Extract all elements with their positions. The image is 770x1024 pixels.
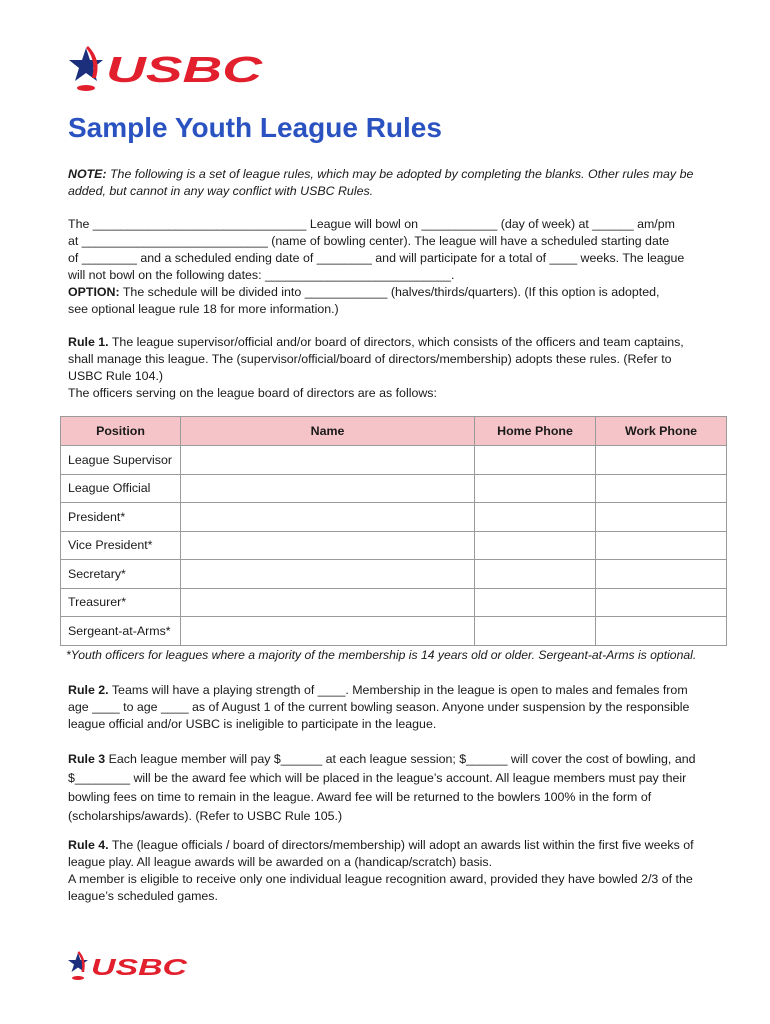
table-row <box>61 617 727 646</box>
officers-footnote: *Youth officers for leagues where a majority of the membership is 14 years old or older. Sergeant-at-Arms is optional. <box>66 648 697 662</box>
name-cell[interactable] <box>181 588 475 617</box>
position-cell: Vice President* <box>61 531 181 560</box>
note-paragraph <box>68 166 708 200</box>
work-phone-cell[interactable] <box>596 531 727 560</box>
rule-4-label: Rule 4. <box>68 838 109 852</box>
option-label: OPTION: <box>68 285 120 299</box>
officers-table <box>60 416 727 646</box>
intro-line-3: of ________ and a scheduled ending date of ________ and will participate for a total of ____ weeks. The league <box>68 251 685 265</box>
home-phone-cell[interactable] <box>475 560 596 589</box>
page-title: Sample Youth League Rules <box>68 112 442 143</box>
name-cell[interactable] <box>181 503 475 532</box>
intro-line-4: will not bowl on the following dates: ___________________________. <box>68 268 455 282</box>
rule-2-text: Teams will have a playing strength of ____. Membership in the league is open to males and females from age ____ to age ____ as of August 1 of the current bowling season. Anyone under suspension by the responsible league official and/or USBC is ineligible to participate in the league. <box>68 683 690 731</box>
column-header-home-phone: Home Phone <box>475 417 596 446</box>
work-phone-cell[interactable] <box>596 617 727 646</box>
rule-3-label: Rule 3 <box>68 752 106 766</box>
rule-1-label: Rule 1. <box>68 335 109 349</box>
table-row <box>61 560 727 589</box>
name-cell[interactable] <box>181 560 475 589</box>
note-label: NOTE: <box>68 167 107 181</box>
column-header-name: Name <box>181 417 475 446</box>
column-header-work-phone: Work Phone <box>596 417 727 446</box>
intro-line-2: at ___________________________ (name of bowling center). The league will have a scheduled starting date <box>68 234 670 248</box>
table-row <box>61 474 727 503</box>
officers-intro: The officers serving on the league board of directors are as follows: <box>68 386 437 400</box>
table-row <box>61 503 727 532</box>
position-cell: Treasurer* <box>61 588 181 617</box>
usbc-logo <box>66 44 266 94</box>
name-cell[interactable] <box>181 474 475 503</box>
rule-2-paragraph <box>68 682 708 733</box>
option-line-2: see optional league rule 18 for more information.) <box>68 302 339 316</box>
name-cell[interactable] <box>181 531 475 560</box>
usbc-footer-logo-text: USBC <box>91 954 188 980</box>
home-phone-cell[interactable] <box>475 474 596 503</box>
work-phone-cell[interactable] <box>596 474 727 503</box>
note-text: The following is a set of league rules, which may be adopted by completing the blanks. Other rules may be added, but cannot in any way conflict with USBC Rules. <box>68 167 694 198</box>
work-phone-cell[interactable] <box>596 588 727 617</box>
rule-2-label: Rule 2. <box>68 683 109 697</box>
position-cell: League Supervisor <box>61 446 181 475</box>
home-phone-cell[interactable] <box>475 446 596 475</box>
position-cell: President* <box>61 503 181 532</box>
name-cell[interactable] <box>181 617 475 646</box>
table-row <box>61 446 727 475</box>
work-phone-cell[interactable] <box>596 446 727 475</box>
work-phone-cell[interactable] <box>596 560 727 589</box>
home-phone-cell[interactable] <box>475 588 596 617</box>
officers-table-header <box>61 417 727 446</box>
intro-paragraph <box>68 216 708 318</box>
rule-1-text: The league supervisor/official and/or board of directors, which consists of the officers and team captains, shall manage this league. The (supervisor/official/board of directors/membership) adopts these rules. (Refer to USBC Rule 104.) <box>68 335 684 383</box>
intro-line-1: The _______________________________ League will bowl on ___________ (day of week) at ______ am/pm <box>68 217 675 231</box>
rule-4-text: The (league officials / board of directors/membership) will adopt an awards list within the first five weeks of league play. All league awards will be awarded on a (handicap/scratch) basis. <box>68 838 694 869</box>
table-row <box>61 531 727 560</box>
column-header-position: Position <box>61 417 181 446</box>
bowling-star-logo-icon <box>69 46 103 91</box>
rule-1-paragraph <box>68 334 708 402</box>
position-cell: Secretary* <box>61 560 181 589</box>
rule-3-paragraph <box>68 750 708 826</box>
position-cell: League Official <box>61 474 181 503</box>
home-phone-cell[interactable] <box>475 617 596 646</box>
bowling-star-footer-logo-icon <box>68 951 88 980</box>
usbc-logo-text: USBC <box>106 49 264 90</box>
usbc-footer-logo <box>66 950 190 982</box>
home-phone-cell[interactable] <box>475 531 596 560</box>
name-cell[interactable] <box>181 446 475 475</box>
table-row <box>61 588 727 617</box>
rule-4-text-2: A member is eligible to receive only one individual league recognition award, provided they have bowled 2/3 of the league’s scheduled games. <box>68 872 693 903</box>
home-phone-cell[interactable] <box>475 503 596 532</box>
option-text: The schedule will be divided into ____________ (halves/thirds/quarters). (If this option is adopted, <box>119 285 660 299</box>
work-phone-cell[interactable] <box>596 503 727 532</box>
rule-3-text: Each league member will pay $______ at each league session; $______ will cover the cost of bowling, and $________ will be the award fee which will be placed in the league’s account. All league members must pay their bowling fees on time to remain in the league. Award fee will be returned to the bowlers 100% in the form of (scholarships/awards). (Refer to USBC Rule 105.) <box>68 752 696 823</box>
position-cell: Sergeant-at-Arms* <box>61 617 181 646</box>
rule-4-paragraph <box>68 837 708 905</box>
